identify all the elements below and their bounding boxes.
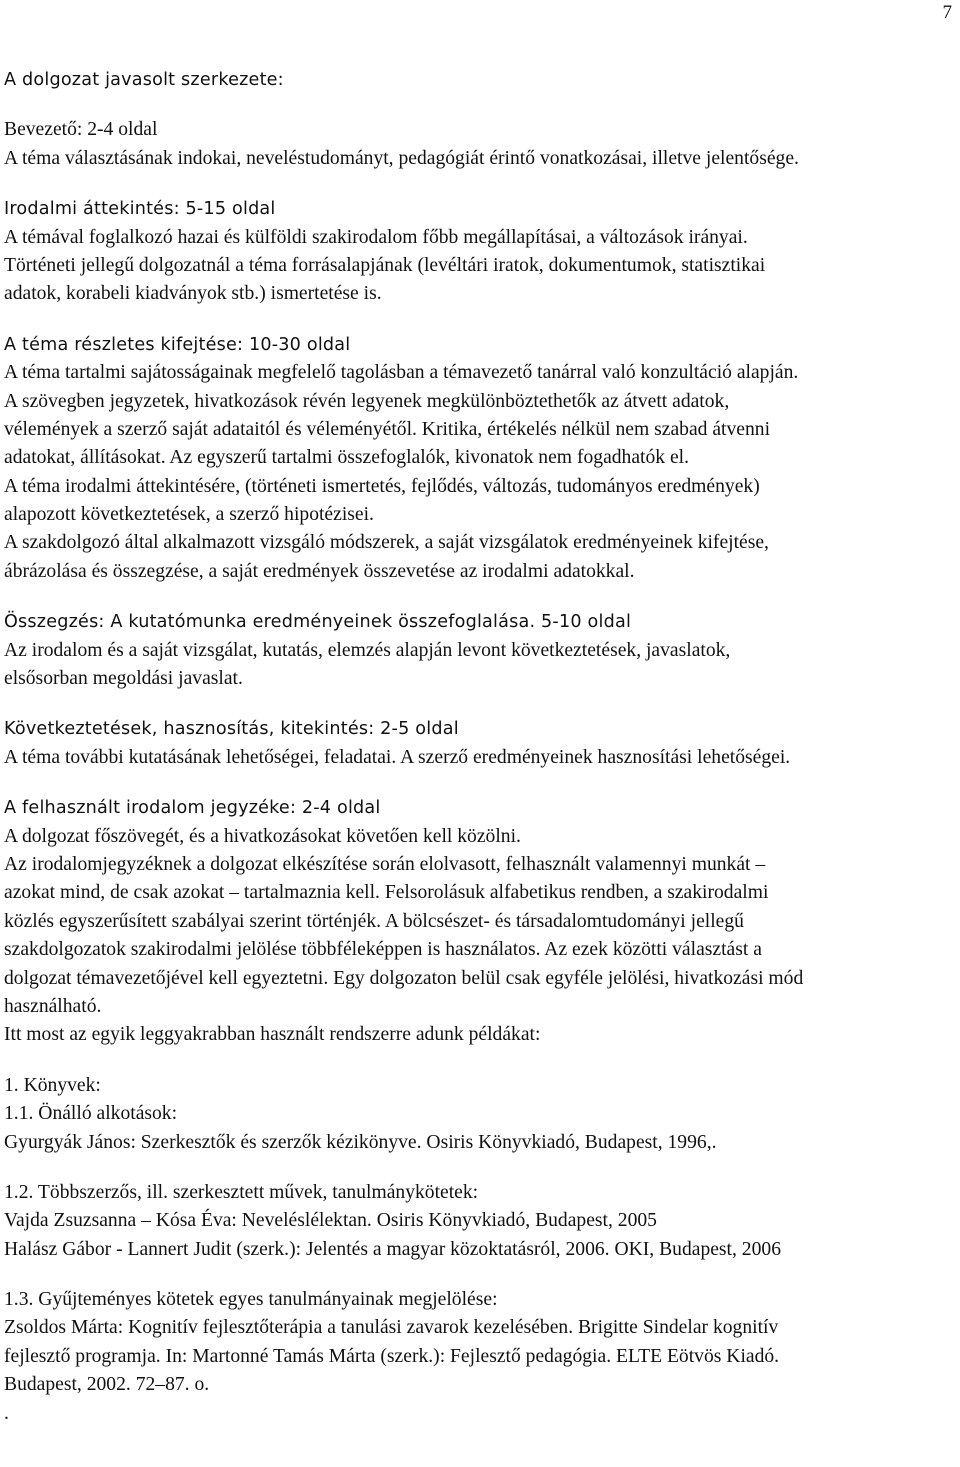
paragraph-line: ábrázolása és összegzése, a saját eredmények összevetése az irodalmi adatokkal. bbox=[4, 560, 635, 582]
paragraph-line: Történeti jellegű dolgozatnál a téma forrásalapjának (levéltári iratok, dokumentumok, statisztikai bbox=[4, 254, 766, 276]
paragraph-line: Az irodalomjegyzéknek a dolgozat elkészítése során elolvasott, felhasznált valamennyi munkát – bbox=[4, 853, 766, 875]
example-collected-volumes bbox=[4, 1286, 956, 1428]
paragraph-line: A téma tartalmi sajátosságainak megfelelő tagolásban a témavezető tanárral való konzultáció alapján. bbox=[4, 362, 799, 384]
section-heading: Bevezető: 2-4 oldal bbox=[4, 119, 158, 141]
paragraph-line: vélemények a szerző saját adataitól és véleményétől. Kritika, értékelés nélkül nem szabad átvenni bbox=[4, 418, 771, 440]
example-line: 1.2. Többszerzős, ill. szerkesztett művek, tanulmánykötetek: bbox=[4, 1181, 479, 1203]
example-line: Halász Gábor - Lannert Judit (szerk.): Jelentés a magyar közoktatásról, 2006. OKI, Budapest, 2006 bbox=[4, 1238, 781, 1260]
paragraph-line: azokat mind, de csak azokat – tartalmaznia kell. Felsorolásuk alfabetikus rendben, a szakirodalmi bbox=[4, 882, 769, 904]
paragraph-line: használható. bbox=[4, 995, 102, 1017]
section-kovetkeztetesek bbox=[4, 715, 956, 772]
paragraph-line: adatokat, állításokat. Az egyszerű tartalmi összefoglalók, kivonatok nem fogadhatók el. bbox=[4, 447, 690, 469]
example-line: 1.1. Önálló alkotások: bbox=[4, 1103, 178, 1125]
paragraph-line: Az irodalom és a saját vizsgálat, kutatás, elemzés alapján levont következtetések, javaslatok, bbox=[4, 639, 731, 661]
section-irodalomjegyzek bbox=[4, 794, 956, 1050]
paragraph-line: A szövegben jegyzetek, hivatkozások révén legyenek megkülönböztethetők az átvett adatok, bbox=[4, 390, 730, 412]
paragraph-line: A téma irodalmi áttekintésére, (történeti ismertetés, fejlődés, változás, tudományos eredmények) bbox=[4, 475, 760, 497]
section-heading: A felhasznált irodalom jegyzéke: 2-4 oldal bbox=[4, 798, 381, 819]
page-number: 7 bbox=[942, 2, 952, 23]
example-line: Vajda Zsuzsanna – Kósa Éva: Neveléslélektan. Osiris Könyvkiadó, Budapest, 2005 bbox=[4, 1210, 657, 1232]
paragraph-line: A téma választásának indokai, neveléstudományt, pedagógiát érintő vonatkozásai, illetve jelentősége. bbox=[4, 147, 799, 169]
document-body bbox=[4, 66, 956, 1428]
example-line: . bbox=[4, 1402, 9, 1424]
paragraph-line: adatok, korabeli kiadványok stb.) ismertetése is. bbox=[4, 283, 382, 305]
example-multi-author bbox=[4, 1179, 956, 1264]
section-heading: Irodalmi áttekintés: 5-15 oldal bbox=[4, 199, 276, 220]
example-line: Gyurgyák János: Szerkesztők és szerzők kézikönyve. Osiris Könyvkiadó, Budapest, 1996,. bbox=[4, 1131, 717, 1153]
example-line: 1.3. Gyűjteményes kötetek egyes tanulmányainak megjelölése: bbox=[4, 1289, 498, 1311]
paragraph-line: alapozott következtetések, a szerző hipotézisei. bbox=[4, 504, 374, 526]
section-osszegzes bbox=[4, 608, 956, 693]
example-line: Budapest, 2002. 72–87. o. bbox=[4, 1374, 210, 1396]
paragraph-line: közlés egyszerűsített szabályai szerint történjék. A bölcsészet- és társadalomtudományi jellegű bbox=[4, 910, 744, 932]
document-title: A dolgozat javasolt szerkezete: bbox=[4, 70, 284, 90]
section-reszletes-kifejtes bbox=[4, 331, 956, 587]
section-heading: Következtetések, hasznosítás, kitekintés: 2-5 oldal bbox=[4, 719, 459, 740]
paragraph-line: dolgozat témavezetőjével kell egyeztetni. Egy dolgozaton belül csak egyféle jelölési, hivatkozási mód bbox=[4, 967, 804, 989]
paragraph-line: A szakdolgozó által alkalmazott vizsgáló módszerek, a saját vizsgálatok eredményeinek kifejtése, bbox=[4, 532, 769, 554]
paragraph-line: szakdolgozatok szakirodalmi jelölése többféleképpen is használatos. Az ezek közötti választást a bbox=[4, 939, 762, 961]
section-heading: A téma részletes kifejtése: 10-30 oldal bbox=[4, 334, 351, 355]
section-bevezeto bbox=[4, 116, 956, 173]
paragraph-line: A dolgozat főszövegét, és a hivatkozásokat követően kell közölni. bbox=[4, 825, 521, 847]
section-heading: Összegzés: A kutatómunka eredményeinek összefoglalása. 5-10 oldal bbox=[4, 612, 632, 633]
example-line: Zsoldos Márta: Kognitív fejlesztőterápia a tanulási zavarok kezelésében. Brigitte Sindelar kognitív bbox=[4, 1317, 779, 1339]
section-irodalmi-attekintes bbox=[4, 195, 956, 309]
paragraph-line: elsősorban megoldási javaslat. bbox=[4, 668, 243, 690]
paragraph-line: Itt most az egyik leggyakrabban használt rendszerre adunk példákat: bbox=[4, 1024, 541, 1046]
example-line: fejlesztő programja. In: Martonné Tamás Márta (szerk.): Fejlesztő pedagógia. ELTE Eötvös Kiadó. bbox=[4, 1345, 780, 1367]
paragraph-line: A téma további kutatásának lehetőségei, feladatai. A szerző eredményeinek hasznosítási lehetőségei. bbox=[4, 746, 791, 768]
example-books bbox=[4, 1072, 956, 1157]
paragraph-line: A témával foglalkozó hazai és külföldi szakirodalom főbb megállapításai, a változások irányai. bbox=[4, 226, 748, 248]
example-line: 1. Könyvek: bbox=[4, 1074, 101, 1096]
